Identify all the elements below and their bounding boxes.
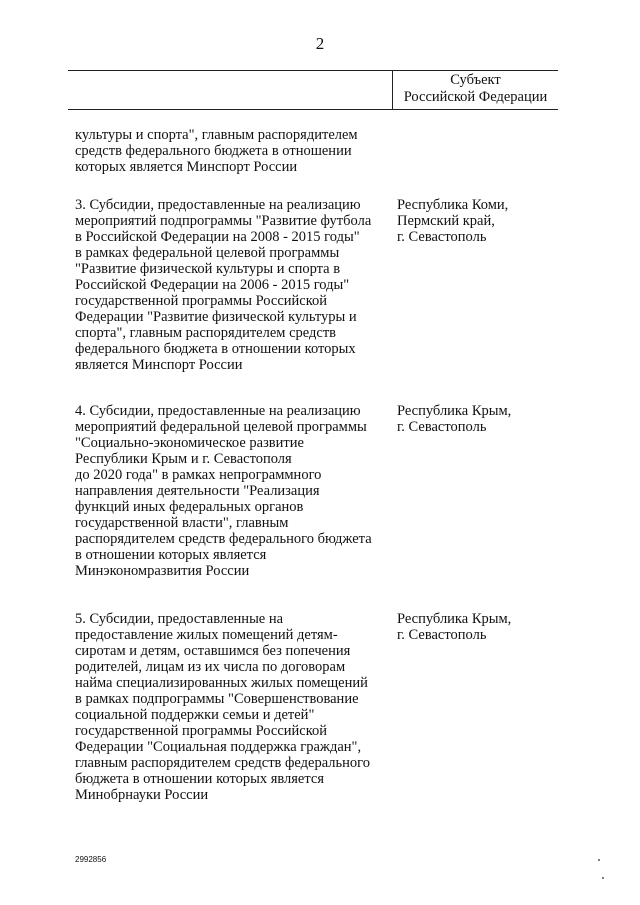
text-line: до 2020 года" в рамках непрограммного — [75, 467, 322, 483]
text-line: мероприятий подпрограммы "Развитие футбола — [75, 213, 372, 229]
text-line: государственной программы Российской — [75, 723, 328, 739]
text-line: "Развитие физической культуры и спорта в — [75, 261, 341, 277]
text-line: в рамках федеральной целевой программы — [75, 245, 340, 261]
subject-column-header — [393, 72, 558, 106]
text-line: спорта", главным распорядителем средств — [75, 325, 337, 341]
text-line: 5. Субсидии, предоставленные на — [75, 611, 284, 627]
row-4-regions — [397, 403, 567, 435]
region-line: г. Севастополь — [397, 419, 487, 435]
text-line: в Российской Федерации на 2008 - 2015 годы" — [75, 229, 360, 245]
text-line: социальной поддержки семьи и детей" — [75, 707, 315, 723]
text-line: Российской Федерации на 2006 - 2015 годы" — [75, 277, 350, 293]
text-line: средств федерального бюджета в отношении — [75, 143, 352, 159]
text-line: предоставление жилых помещений детям- — [75, 627, 338, 643]
table-header — [68, 70, 558, 110]
scan-speck — [602, 877, 604, 879]
text-line: найма специализированных жилых помещений — [75, 675, 368, 691]
row-3-regions — [397, 197, 567, 245]
region-line: Республика Крым, — [397, 403, 512, 419]
region-line: Республика Крым, — [397, 611, 512, 627]
row-3-description — [75, 197, 390, 373]
text-line: Минобрнауки России — [75, 787, 209, 803]
document-id: 2992856 — [75, 855, 107, 864]
text-line: государственной власти", главным — [75, 515, 289, 531]
region-line: Республика Коми, — [397, 197, 509, 213]
text-line: родителей, лицам из их числа по договорам — [75, 659, 346, 675]
row-5-description — [75, 611, 390, 803]
text-line: направления деятельности "Реализация — [75, 483, 320, 499]
text-line: главным распорядителем средств федерального — [75, 755, 370, 771]
subject-header-line: Субъект — [450, 72, 501, 88]
row-5-regions — [397, 611, 567, 643]
text-line: Республики Крым и г. Севастополя — [75, 451, 292, 467]
text-line: в рамках подпрограммы "Совершенствование — [75, 691, 359, 707]
text-line: культуры и спорта", главным распорядителем — [75, 127, 358, 143]
text-line: мероприятий федеральной целевой программы — [75, 419, 367, 435]
text-line: федерального бюджета в отношении которых — [75, 341, 356, 357]
text-line: 3. Субсидии, предоставленные на реализацию — [75, 197, 361, 213]
row-4-description — [75, 403, 390, 579]
text-line: является Минспорт России — [75, 357, 243, 373]
text-line: которых является Минспорт России — [75, 159, 298, 175]
scan-speck — [598, 859, 600, 861]
page-number: 2 — [315, 34, 325, 53]
subject-header-line: Российской Федерации — [403, 89, 548, 105]
region-line: г. Севастополь — [397, 627, 487, 643]
text-line: "Социально-экономическое развитие — [75, 435, 304, 451]
text-line: функций иных федеральных органов — [75, 499, 304, 515]
text-line: государственной программы Российской — [75, 293, 328, 309]
text-line: распорядителем средств федерального бюджета — [75, 531, 372, 547]
region-line: г. Севастополь — [397, 229, 487, 245]
text-line: Минэкономразвития России — [75, 563, 250, 579]
region-line: Пермский край, — [397, 213, 495, 229]
text-line: в отношении которых является — [75, 547, 267, 563]
row-continuation-description — [75, 127, 390, 175]
text-line: Федерации "Развитие физической культуры и — [75, 309, 357, 325]
text-line: сиротам и детям, оставшимся без попечения — [75, 643, 351, 659]
text-line: бюджета в отношении которых является — [75, 771, 324, 787]
text-line: Федерации "Социальная поддержка граждан", — [75, 739, 362, 755]
text-line: 4. Субсидии, предоставленные на реализацию — [75, 403, 361, 419]
